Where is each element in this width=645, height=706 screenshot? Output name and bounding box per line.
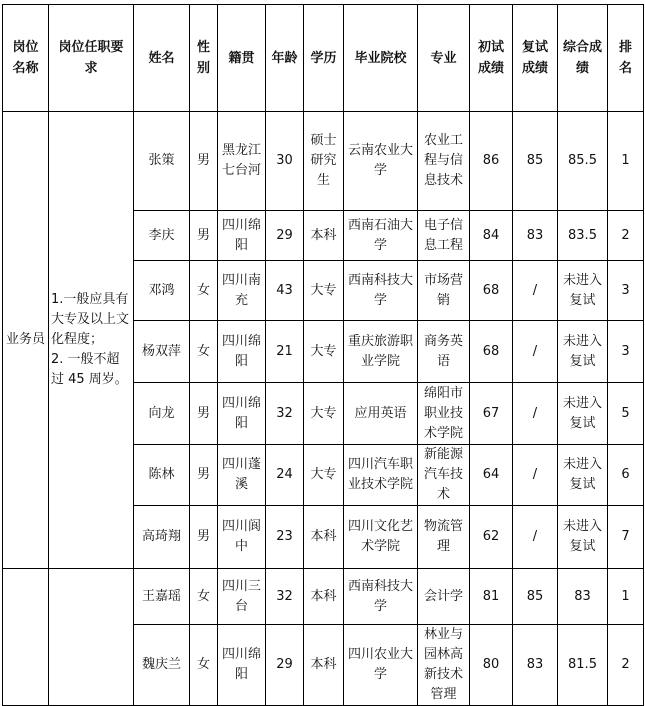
header-requirements: 岗位任职要求 <box>49 5 134 112</box>
cell-rank: 6 <box>608 445 644 506</box>
cell-rank: 2 <box>608 211 644 261</box>
requirements-cell <box>49 112 134 569</box>
cell-rank: 2 <box>608 625 644 706</box>
cell-age: 32 <box>266 383 304 445</box>
header-retest-score: 复试成绩 <box>513 5 558 112</box>
cell-rank: 5 <box>608 383 644 445</box>
cell-school: 云南农业大学 <box>344 112 418 211</box>
cell-school: 西南科技大学 <box>344 261 418 321</box>
cell-school: 四川文化艺术学院 <box>344 506 418 569</box>
cell-initial-score: 68 <box>470 261 513 321</box>
cell-major: 林业与园林高新技术管理 <box>418 625 470 706</box>
cell-initial-score: 64 <box>470 445 513 506</box>
header-major: 专业 <box>418 5 470 112</box>
header-age: 年龄 <box>266 5 304 112</box>
header-rank: 排名 <box>608 5 644 112</box>
cell-initial-score: 62 <box>470 506 513 569</box>
cell-retest-score: 83 <box>513 211 558 261</box>
cell-initial-score: 68 <box>470 321 513 383</box>
header-school: 毕业院校 <box>344 5 418 112</box>
cell-hometown: 四川绵阳 <box>218 211 266 261</box>
header-initial-score: 初试成绩 <box>470 5 513 112</box>
table-row <box>3 112 644 211</box>
cell-name: 陈林 <box>134 445 190 506</box>
cell-hometown: 四川绵阳 <box>218 321 266 383</box>
header-position: 岗位名称 <box>3 5 49 112</box>
cell-education: 本科 <box>304 625 344 706</box>
cell-overall-score: 未进入复试 <box>558 506 608 569</box>
header-overall-score: 综合成绩 <box>558 5 608 112</box>
cell-name: 王嘉瑶 <box>134 569 190 625</box>
cell-age: 21 <box>266 321 304 383</box>
cell-age: 23 <box>266 506 304 569</box>
header-gender: 性别 <box>190 5 218 112</box>
cell-rank: 7 <box>608 506 644 569</box>
cell-school: 重庆旅游职业学院 <box>344 321 418 383</box>
cell-retest-score: / <box>513 321 558 383</box>
position-cell: 业务员 <box>3 112 49 569</box>
cell-rank: 1 <box>608 569 644 625</box>
cell-age: 30 <box>266 112 304 211</box>
recruitment-score-table <box>2 4 644 706</box>
cell-hometown: 四川三台 <box>218 569 266 625</box>
cell-major: 会计学 <box>418 569 470 625</box>
cell-hometown: 四川蓬溪 <box>218 445 266 506</box>
cell-retest-score: / <box>513 261 558 321</box>
cell-name: 高琦翔 <box>134 506 190 569</box>
cell-name: 杨双萍 <box>134 321 190 383</box>
cell-school: 应用英语 <box>344 383 418 445</box>
cell-rank: 3 <box>608 321 644 383</box>
cell-name: 邓鸿 <box>134 261 190 321</box>
cell-retest-score: / <box>513 506 558 569</box>
cell-gender: 女 <box>190 321 218 383</box>
cell-initial-score: 84 <box>470 211 513 261</box>
position-cell <box>3 569 49 706</box>
cell-rank: 1 <box>608 112 644 211</box>
cell-overall-score: 未进入复试 <box>558 321 608 383</box>
cell-name: 向龙 <box>134 383 190 445</box>
cell-overall-score: 未进入复试 <box>558 383 608 445</box>
cell-gender: 男 <box>190 211 218 261</box>
cell-initial-score: 81 <box>470 569 513 625</box>
cell-initial-score: 67 <box>470 383 513 445</box>
header-hometown: 籍贯 <box>218 5 266 112</box>
requirement-line: 2. 一般不超过 45 周岁。 <box>51 352 128 387</box>
cell-retest-score: 85 <box>513 112 558 211</box>
cell-overall-score: 85.5 <box>558 112 608 211</box>
cell-overall-score: 81.5 <box>558 625 608 706</box>
cell-gender: 女 <box>190 569 218 625</box>
cell-hometown: 四川南充 <box>218 261 266 321</box>
cell-hometown: 四川绵阳 <box>218 383 266 445</box>
cell-retest-score: / <box>513 445 558 506</box>
cell-education: 大专 <box>304 261 344 321</box>
header-education: 学历 <box>304 5 344 112</box>
cell-gender: 男 <box>190 383 218 445</box>
cell-rank: 3 <box>608 261 644 321</box>
cell-education: 大专 <box>304 445 344 506</box>
table-body <box>3 112 644 706</box>
cell-gender: 男 <box>190 112 218 211</box>
cell-major: 农业工程与信息技术 <box>418 112 470 211</box>
cell-education: 本科 <box>304 506 344 569</box>
cell-name: 李庆 <box>134 211 190 261</box>
cell-gender: 女 <box>190 625 218 706</box>
cell-age: 24 <box>266 445 304 506</box>
cell-education: 硕士研究生 <box>304 112 344 211</box>
cell-age: 29 <box>266 625 304 706</box>
cell-overall-score: 未进入复试 <box>558 445 608 506</box>
cell-overall-score: 未进入复试 <box>558 261 608 321</box>
cell-gender: 男 <box>190 506 218 569</box>
cell-school: 西南石油大学 <box>344 211 418 261</box>
cell-gender: 女 <box>190 261 218 321</box>
cell-overall-score: 83.5 <box>558 211 608 261</box>
cell-age: 29 <box>266 211 304 261</box>
cell-name: 魏庆兰 <box>134 625 190 706</box>
table-header-row <box>3 5 644 112</box>
cell-hometown: 四川绵阳 <box>218 625 266 706</box>
cell-major: 商务英语 <box>418 321 470 383</box>
cell-school: 四川汽车职业技术学院 <box>344 445 418 506</box>
cell-retest-score: / <box>513 383 558 445</box>
cell-school: 四川农业大学 <box>344 625 418 706</box>
cell-education: 大专 <box>304 383 344 445</box>
cell-gender: 男 <box>190 445 218 506</box>
cell-retest-score: 83 <box>513 625 558 706</box>
cell-initial-score: 80 <box>470 625 513 706</box>
cell-major: 物流管理 <box>418 506 470 569</box>
cell-school: 西南科技大学 <box>344 569 418 625</box>
header-name: 姓名 <box>134 5 190 112</box>
cell-initial-score: 86 <box>470 112 513 211</box>
table-row <box>3 569 644 625</box>
cell-education: 本科 <box>304 211 344 261</box>
requirement-line: 1.一般应具有大专及以上文化程度； <box>51 292 130 347</box>
cell-education: 本科 <box>304 569 344 625</box>
cell-major: 新能源汽车技术 <box>418 445 470 506</box>
cell-overall-score: 83 <box>558 569 608 625</box>
cell-major: 绵阳市职业技术学院 <box>418 383 470 445</box>
cell-hometown: 黑龙江七台河 <box>218 112 266 211</box>
cell-age: 32 <box>266 569 304 625</box>
cell-hometown: 四川阆中 <box>218 506 266 569</box>
cell-education: 大专 <box>304 321 344 383</box>
cell-major: 市场营销 <box>418 261 470 321</box>
cell-age: 43 <box>266 261 304 321</box>
cell-major: 电子信息工程 <box>418 211 470 261</box>
cell-name: 张策 <box>134 112 190 211</box>
requirements-cell <box>49 569 134 706</box>
cell-retest-score: 85 <box>513 569 558 625</box>
